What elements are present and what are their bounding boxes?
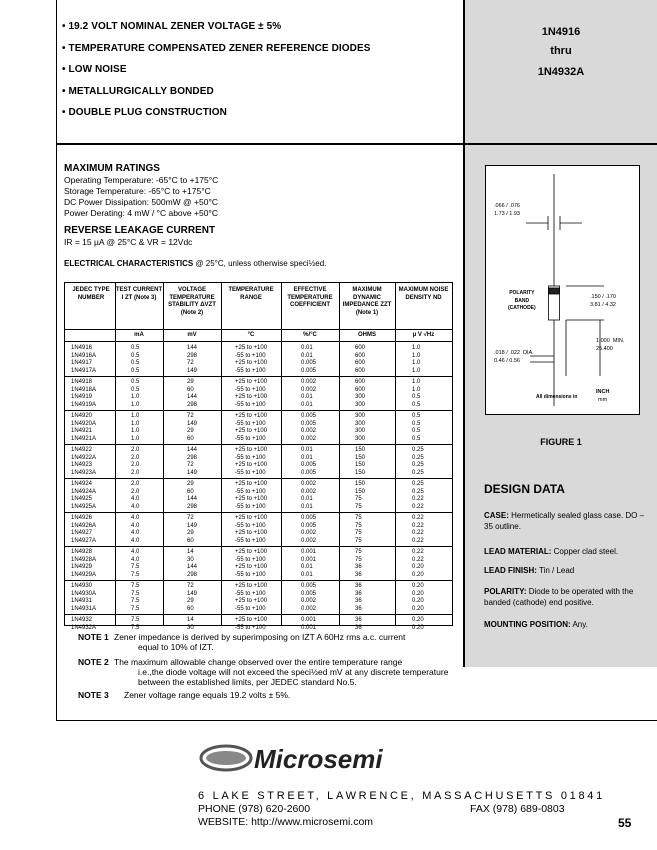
table-cell-range: +25 to +100 -55 to +100 +25 to +100 -55 to +100 [235, 379, 268, 408]
rating-line: Power Derating: 4 mW / °C above +50°C [64, 208, 218, 218]
table-row-group [65, 377, 452, 411]
table-cell-imp: 600 600 600 600 [355, 345, 366, 374]
figure-1-drawing [485, 165, 640, 415]
max-ratings-list [64, 175, 218, 219]
table-cell-imp: 75 75 75 75 [355, 515, 362, 544]
note-label: NOTE 3 [78, 690, 109, 700]
table-cell-stability: 144 298 72 149 [187, 447, 198, 476]
table-cell-current: 0.5 0.5 1.0 1.0 [131, 379, 140, 408]
table-cell-type: 1N4930 1N4930A 1N4931 1N4931A [71, 583, 97, 612]
note-label: NOTE 1 [78, 632, 109, 642]
table-cell-type: 1N4916 1N4916A 1N4917 1N4917A [71, 345, 97, 374]
dim-lead-label: .066 / .076 1.73 / 1.93 [494, 203, 520, 217]
table-rule [65, 329, 452, 330]
col-header-noise: MAXIMUM NOISE DENSITY ND [398, 287, 449, 301]
table-cell-stability: 72 149 29 60 [187, 515, 198, 544]
table-cell-coef: 0.002 0.002 0.01 0.01 [301, 481, 317, 510]
polarity-design-label: POLARITY: [484, 587, 527, 596]
table-row-group [65, 411, 452, 445]
table-rule [65, 341, 452, 342]
table-cell-type: 1N4920 1N4920A 1N4921 1N4921A [71, 413, 97, 442]
table-cell-current: 4.0 4.0 7.5 7.5 [131, 549, 140, 578]
design-data-title: DESIGN DATA [484, 482, 565, 496]
table-cell-current: 2.0 2.0 2.0 2.0 [131, 447, 140, 476]
table-cell-coef: 0.005 0.005 0.002 0.002 [301, 515, 317, 544]
page-number: 55 [618, 816, 632, 830]
col-header-impedance: MAXIMUM DYNAMIC IMPEDANCE ZZT (Note 1) [342, 287, 392, 316]
table-cell-coef: 0.005 0.005 0.002 0.002 [301, 583, 317, 612]
unit-inch: INCH [596, 389, 610, 395]
table-cell-range: +25 to +100 -55 to +100 +25 to +100 -55 to +100 [235, 515, 268, 544]
microsemi-logo [198, 730, 458, 786]
table-cell-noise: 0.25 0.25 0.25 0.25 [412, 447, 424, 476]
col-header-stability: VOLTAGE TEMPERATURE STABILITY ΔVZT (Note 2) [168, 287, 216, 316]
footer-website[interactable]: WEBSITE: http://www.microsemi.com [198, 816, 374, 828]
table-cell-range: +25 to +100 -55 to +100 +25 to +100 -55 to +100 [235, 447, 268, 476]
table-cell-type: 1N4922 1N4922A 1N4923 1N4923A [71, 447, 97, 476]
table-cell-stability: 72 149 29 60 [187, 583, 198, 612]
table-cell-current: 7.5 7.5 [131, 617, 140, 631]
table-cell-coef: 0.005 0.005 0.002 0.002 [301, 413, 317, 442]
polarity-text: Diode to be operated with the banded (cathode) end positive. [484, 587, 634, 607]
table-cell-range: +25 to +100 -55 to +100 [235, 617, 268, 631]
finish-label: LEAD FINISH: [484, 566, 537, 575]
design-case [484, 510, 649, 532]
table-row-group [65, 581, 452, 615]
electrical-characteristics-table [64, 282, 453, 631]
design-polarity [484, 586, 649, 608]
table-cell-noise: 0.22 0.22 0.22 0.22 [412, 515, 424, 544]
unit-coefficient: %/°C [303, 332, 317, 338]
table-cell-noise: 0.20 0.20 0.20 0.20 [412, 583, 424, 612]
table-cell-current: 2.0 2.0 4.0 4.0 [131, 481, 140, 510]
table-row-group [65, 513, 452, 547]
table-cell-stability: 29 60 144 298 [187, 379, 198, 408]
table-cell-range: +25 to +100 -55 to +100 +25 to +100 -55 to +100 [235, 583, 268, 612]
part-number-last: 1N4932A [537, 66, 585, 78]
feature-item: • METALLURGICALLY BONDED [62, 85, 214, 97]
table-cell-coef: 0.001 0.001 [301, 617, 317, 631]
table-row-group [65, 479, 452, 513]
table-cell-imp: 36 36 [355, 617, 362, 631]
design-lead-finish [484, 565, 649, 576]
lead-text: Copper clad steel. [553, 547, 619, 556]
part-number-thru: thru [550, 45, 572, 57]
table-cell-range: +25 to +100 -55 to +100 +25 to +100 -55 to +100 [235, 481, 268, 510]
col-header-current: TEST CURRENT I ZT (Note 3) [115, 287, 163, 301]
rating-line: DC Power Dissipation: 500mW @ +50°C [64, 197, 218, 207]
table-cell-noise: 0.5 0.5 0.5 0.5 [412, 413, 421, 442]
unit-mm: mm [598, 397, 608, 403]
col-header-type: JEDEC TYPE NUMBER [72, 287, 110, 301]
table-cell-noise: 1.0 1.0 1.0 1.0 [412, 345, 421, 374]
table-cell-noise: 0.20 0.20 [412, 617, 424, 631]
unit-impedance: OHMS [358, 332, 376, 338]
table-cell-coef: 0.002 0.002 0.01 0.01 [301, 379, 317, 408]
figure-label: FIGURE 1 [540, 437, 582, 447]
case-text: Hermetically sealed glass case. DO – 35 outline. [484, 511, 645, 531]
feature-item: • DOUBLE PLUG CONSTRUCTION [62, 107, 227, 119]
table-cell-stability: 144 298 72 149 [187, 345, 198, 374]
col-header-range: TEMPERATURE RANGE [228, 287, 274, 301]
footer-phone: PHONE (978) 620-2600 [198, 803, 311, 815]
table-cell-imp: 150 150 75 75 [355, 481, 366, 510]
table-cell-current: 1.0 1.0 1.0 1.0 [131, 413, 140, 442]
table-cell-coef: 0.01 0.01 0.005 0.005 [301, 447, 317, 476]
elec-char-line [64, 259, 326, 268]
note-text-cont: equal to 10% of IZT. [138, 642, 214, 652]
unit-noise: µ V √Hz [412, 332, 435, 338]
table-cell-noise: 0.25 0.25 0.22 0.22 [412, 481, 424, 510]
note-text: Zener voltage range equals 19.2 volts ± 5%. [124, 690, 291, 700]
table-cell-imp: 75 75 36 36 [355, 549, 362, 578]
footer-address: 6 LAKE STREET, LAWRENCE, MASSACHUSETTS 01841 [198, 790, 605, 802]
table-cell-imp: 36 36 36 36 [355, 583, 362, 612]
part-number-panel [465, 0, 657, 143]
lead-label: LEAD MATERIAL: [484, 547, 552, 556]
table-row-group [65, 547, 452, 581]
table-cell-coef: 0.001 0.001 0.01 0.01 [301, 549, 317, 578]
logo-text: Microsemi [254, 744, 383, 774]
unit-stability: mV [187, 332, 197, 338]
note-text: Zener impedance is derived by superimposing on IZT A 60Hz rms a.c. current [114, 632, 406, 642]
mount-text: Any. [572, 620, 588, 629]
dims-note: All dimensions in [536, 394, 578, 400]
polarity-label: POLARITY BAND (CATHODE) [508, 290, 536, 311]
table-cell-stability: 72 149 29 60 [187, 413, 198, 442]
leakage-text: IR = 15 µA @ 25°C & VR = 12Vdc [64, 237, 193, 247]
table-cell-type: 1N4924 1N4924A 1N4925 1N4925A [71, 481, 97, 510]
feature-list [62, 20, 371, 128]
table-cell-coef: 0.01 0.01 0.005 0.005 [301, 345, 317, 374]
table-cell-current: 7.5 7.5 7.5 7.5 [131, 583, 140, 612]
table-cell-range: +25 to +100 -55 to +100 +25 to +100 -55 to +100 [235, 345, 268, 374]
table-cell-current: 4.0 4.0 4.0 4.0 [131, 515, 140, 544]
table-cell-range: +25 to +100 -55 to +100 +25 to +100 -55 to +100 [235, 413, 268, 442]
table-cell-current: 0.5 0.5 0.5 0.5 [131, 345, 140, 374]
table-cell-type: 1N4932 1N4932A [71, 617, 97, 631]
footer-line [56, 720, 657, 721]
col-header-coefficient: EFFECTIVE TEMPERATURE COEFFICIENT [287, 287, 333, 308]
feature-item: • LOW NOISE [62, 64, 127, 76]
finish-text: Tin / Lead [538, 566, 575, 575]
note-text-cont: i.e.,the diode voltage will not exceed the speci½ed mV at any discrete temperature between the established limits, per JEDEC standard No.5. [138, 667, 449, 687]
case-label: CASE: [484, 511, 509, 520]
rating-line: Operating Temperature: -65°C to +175°C [64, 175, 219, 185]
table-cell-noise: 1.0 1.0 0.5 0.5 [412, 379, 421, 408]
table-cell-type: 1N4928 1N4928A 1N4929 1N4929A [71, 549, 97, 578]
leakage-title: REVERSE LEAKAGE CURRENT [64, 225, 216, 236]
design-lead-material [484, 546, 649, 557]
table-cell-range: +25 to +100 -55 to +100 +25 to +100 -55 to +100 [235, 549, 268, 578]
note-text: The maximum allowable change observed over the entire temperature range [114, 657, 403, 667]
design-mounting [484, 619, 649, 630]
feature-item: • 19.2 VOLT NOMINAL ZENER VOLTAGE ± 5% [62, 21, 282, 32]
dim-length-label: 1.000 MIN. 25.400 [596, 338, 625, 352]
table-cell-imp: 300 300 300 300 [355, 413, 366, 442]
table-cell-stability: 14 30 [187, 617, 194, 631]
table-cell-stability: 29 60 144 298 [187, 481, 198, 510]
note-label: NOTE 2 [78, 657, 109, 667]
footer-fax: FAX (978) 689-0803 [470, 803, 565, 815]
cathode-band [549, 288, 560, 294]
rating-line: Storage Temperature: -65°C to +175°C [64, 186, 211, 196]
part-number-first: 1N4916 [541, 26, 581, 38]
table-row-group [65, 343, 452, 377]
table-row-group [65, 445, 452, 479]
unit-current: mA [134, 332, 144, 338]
table-cell-type: 1N4918 1N4918A 1N4919 1N4919A [71, 379, 97, 408]
left-border [56, 0, 57, 720]
elec-char-text: @ 25°C, unless otherwise speci½ed. [195, 259, 327, 268]
unit-range: °C [247, 332, 255, 338]
feature-item: • TEMPERATURE COMPENSATED ZENER REFERENCE DIODES [62, 42, 371, 54]
dim-body-label: .150 / .170 3.81 / 4.32 [590, 294, 616, 308]
table-cell-noise: 0.22 0.22 0.20 0.20 [412, 549, 424, 578]
table-cell-imp: 150 150 150 150 [355, 447, 366, 476]
table-cell-imp: 600 600 300 300 [355, 379, 366, 408]
table-cell-type: 1N4926 1N4926A 1N4927 1N4927A [71, 515, 97, 544]
elec-char-title: ELECTRICAL CHARACTERISTICS [64, 259, 194, 268]
dim-dia-label: .018 / .022 DIA. 0.46 / 0.56 [494, 350, 534, 364]
mount-label: MOUNTING POSITION: [484, 620, 571, 629]
max-ratings-title: MAXIMUM RATINGS [64, 163, 160, 174]
table-cell-stability: 14 30 144 298 [187, 549, 198, 578]
